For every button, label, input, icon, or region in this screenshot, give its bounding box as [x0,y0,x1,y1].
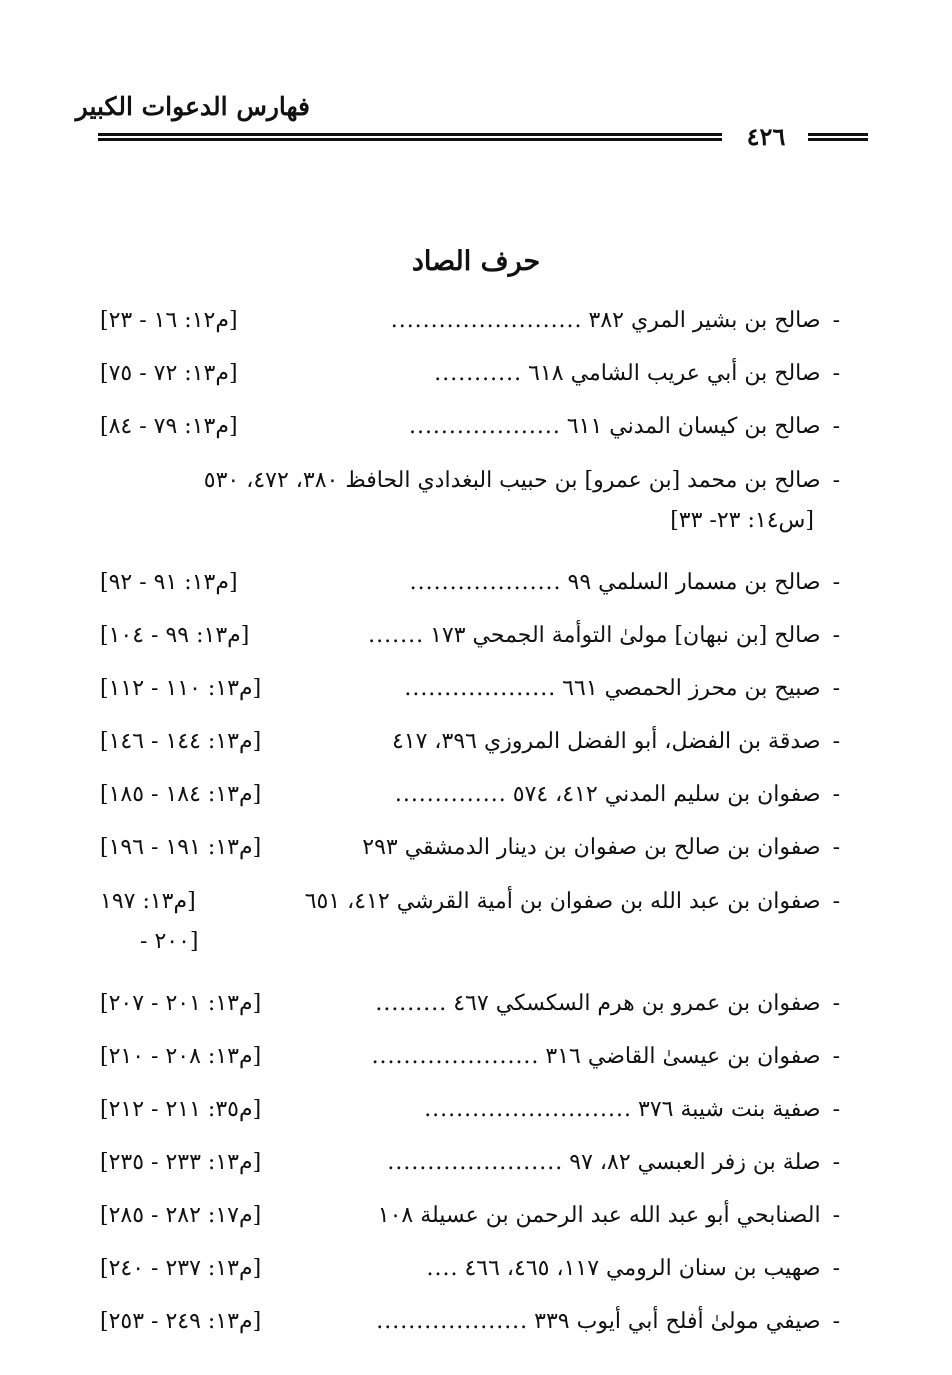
entry-reference: [م١٣: ١٨٤ - ١٨٥] [100,782,262,807]
index-entry: -صلة بن زفر العبسي ٨٢، ٩٧...................... [م١٣: ٢٣٣ - ٢٣٥] [100,1138,840,1191]
index-entry: -صبيح بن محرز الحمصي ٦٦١................... [م١٣: ١١٠ - ١١٢] [100,664,840,717]
entry-reference: [س١٤: ٢٣- ٣٣] [670,508,814,533]
index-entry: -صالح بن كيسان المدني ٦١١................... [م١٣: ٧٩ - ٨٤] [100,402,840,455]
index-entry: -صالح بن محمد [بن عمرو] بن حبيب البغدادي الحافظ ٣٨٠، ٤٧٢، ٥٣٠ [س١٤: ٢٣- ٣٣] [100,455,840,558]
index-entry: -صهيب بن سنان الرومي ١١٧، ٤٦٥، ٤٦٦.... [م١٣: ٢٣٧ - ٢٤٠] [100,1244,840,1297]
entry-reference: [م١٣: ١٩١ - ١٩٦] [100,835,262,860]
header-rule-right [808,133,868,145]
entry-reference: [م١٣: ١٩٧ [100,889,196,914]
index-entry: -صالح [بن نبهان] مولىٰ التوأمة الجمحي ١٧٣....... [م١٣: ٩٩ - ١٠٤] [100,611,840,664]
entry-reference: [م١٣: ٢٠١ - ٢٠٧] [100,991,262,1016]
index-entry: -صالح بن بشير المري ٣٨٢........................ [م١٢: ١٦ - ٢٣] [100,296,840,349]
index-entry: -صيفي مولىٰ أفلح أبي أيوب ٣٣٩................... [م١٣: ٢٤٩ - ٢٥٣] [100,1297,840,1350]
index-entry: -صفوان بن عبد الله بن صفوان بن أمية القرشي ٤١٢، ٦٥١ [م١٣: ١٩٧ - ٢٠٠] [100,876,840,979]
entry-reference: [م١٣: ٢٠٨ - ٢١٠] [100,1044,262,1069]
entry-reference: [م١٣: ١٤٤ - ١٤٦] [100,729,262,754]
index-entry: -صفية بنت شيبة ٣٧٦.......................... [م٣٥: ٢١١ - ٢١٢] [100,1085,840,1138]
running-title: فهارس الدعوات الكبير [75,92,310,121]
header-rule-left [98,133,722,145]
entry-reference: [م١٢: ١٦ - ٢٣] [100,308,238,333]
index-entry: -صالح بن أبي عريب الشامي ٦١٨........... [م١٣: ٧٢ - ٧٥] [100,349,840,402]
index-entry: -صدقة بن الفضل، أبو الفضل المروزي ٣٩٦، ٤١٧ [م١٣: ١٤٤ - ١٤٦] [100,717,840,770]
entry-reference: [م١٣: ٧٩ - ٨٤] [100,414,238,439]
entry-reference: [م٣٥: ٢١١ - ٢١٢] [100,1097,262,1122]
entry-reference: [م١٣: ٢٣٣ - ٢٣٥] [100,1150,262,1175]
page-number: ٤٢٦ [746,122,786,151]
entry-reference: [م١٣: ١١٠ - ١١٢] [100,676,262,701]
index-entry: -صفوان بن عيسىٰ القاضي ٣١٦..................... [م١٣: ٢٠٨ - ٢١٠] [100,1032,840,1085]
entry-reference: [م١٣: ٢٣٧ - ٢٤٠] [100,1256,262,1281]
entry-reference: [م١٣: ٩١ - ٩٢] [100,570,238,595]
index-entry: -صفوان بن سليم المدني ٤١٢، ٥٧٤.............. [م١٣: ١٨٤ - ١٨٥] [100,770,840,823]
index-entry: -الصنابحي أبو عبد الله عبد الرحمن بن عسيلة ١٠٨ [م١٧: ٢٨٢ - ٢٨٥] [100,1191,840,1244]
section-heading: حرف الصاد [411,246,541,277]
entry-reference: [م١٣: ٧٢ - ٧٥] [100,361,238,386]
entry-reference: [م١٣: ٩٩ - ١٠٤] [100,623,250,648]
index-entry: -صفوان بن صالح بن صفوان بن دينار الدمشقي ٢٩٣ [م١٣: ١٩١ - ١٩٦] [100,823,840,876]
index-entry: -صالح بن مسمار السلمي ٩٩................... [م١٣: ٩١ - ٩٢] [100,558,840,611]
index-entry: -صفوان بن عمرو بن هرم السكسكي ٤٦٧......... [م١٣: ٢٠١ - ٢٠٧] [100,979,840,1032]
entry-reference: [م١٧: ٢٨٢ - ٢٨٥] [100,1203,262,1228]
entry-reference: [م١٣: ٢٤٩ - ٢٥٣] [100,1309,262,1334]
entry-reference-continued: - ٢٠٠] [140,929,199,954]
index-entries [100,296,840,1350]
